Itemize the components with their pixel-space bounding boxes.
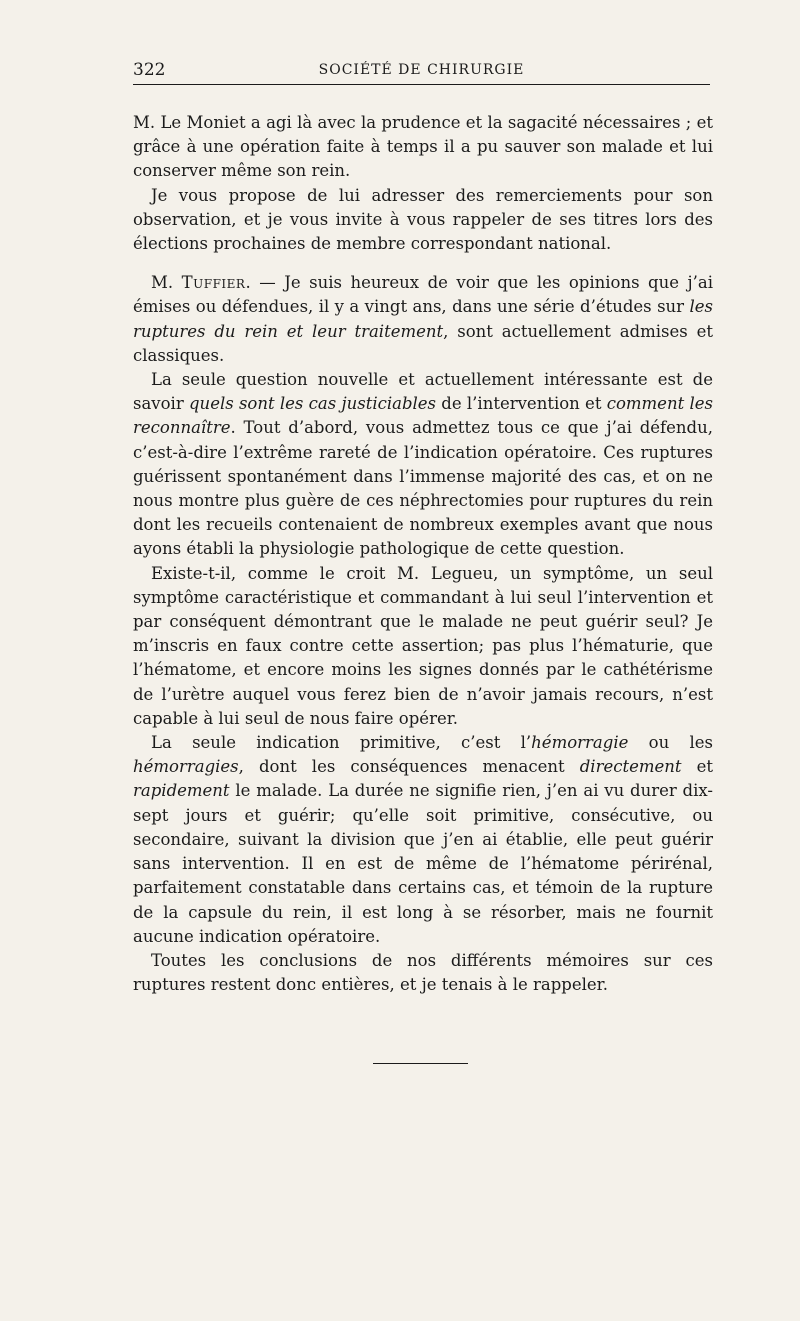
paragraph-3 (133, 271, 713, 368)
paragraph-6-italic-1: hémorragie (531, 733, 629, 753)
paragraph-5: Existe-t-il, comme le croit M. Legueu, un symptôme, un seul symptôme caractéristique et commandant à lui seul l’intervention et par conséquent démontrant que le malade ne peut guérir seul? Je m’inscris en faux contre cette assertion; pas plus l’hématurie, que l’hématome, et encore moins les signes donnés par le cathétérisme de l’urètre auquel vous ferez bien de n’avoir jamais recours, n’est capable à lui seul de nous faire opérer. (133, 563, 713, 728)
paragraph-6-text-1: La seule indication primitive, c’est l’ (151, 733, 532, 753)
paragraph-3-italic-1: les ruptures du rein et leur traitement (133, 297, 713, 341)
paragraph-4-text-1: La seule question nouvelle et actuellement intéressante est de savoir (133, 370, 713, 414)
speaker-name: Tuffier (181, 273, 246, 293)
paragraph-6-italic-3: directement (579, 757, 682, 777)
page-number: 322 (133, 60, 166, 80)
paragraph-6-text-2: ou les (628, 733, 713, 753)
paragraph-4-italic-1: quels sont les cas justiciables (189, 394, 437, 414)
paragraph-4 (133, 368, 713, 562)
running-head: SOCIÉTÉ DE CHIRURGIE (318, 62, 525, 78)
paragraph-6-text-5: le malade. La durée ne signifie rien, j’en ai vu durer dix-sept jours et guérir; qu’elle soit primitive, consécutive, ou secondaire, suivant la division que j’en ai établie, elle peut guérir sans intervention. Il en est de même de l’hématome périrénal, parfaitement constatable dans certains cas, et témoin de la rupture de la capsule du rein, il est long à se résorber, mais ne fournit aucune indication opératoire. (133, 781, 713, 946)
paragraph-4-italic-2: comment les reconnaître (133, 394, 713, 438)
page-header (133, 58, 710, 85)
paragraph-7: Toutes les conclusions de nos différents mémoires sur ces ruptures restent donc entières, et je tenais à le rappeler. (133, 950, 713, 995)
paragraph-3-text-2: , sont actuellement admises et classiques. (133, 321, 714, 365)
body-text (133, 111, 713, 997)
paragraph-2: Je vous propose de lui adresser des remerciements pour son observation, et je vous invite à vous rappeler de ses titres lors des élections prochaines de membre correspondant national. (133, 185, 713, 254)
paragraph-1: M. Le Moniet a agi là avec la prudence et la sagacité nécessaires ; et grâce à une opération faite à temps il a pu sauver son malade et lui conserver même son rein. (133, 113, 713, 181)
speaker-prefix: M. (151, 273, 182, 293)
paragraph-6-italic-2: hémorragies (133, 757, 239, 777)
paragraph-6 (133, 731, 713, 949)
paragraph-3-text-1: . — Je suis heureux de voir que les opinions que j’ai émises ou défendues, il y a vingt ans, dans une série d’études sur (133, 273, 713, 317)
paragraph-4-text-2: de l’intervention et (436, 394, 607, 414)
paragraph-6-italic-4: rapidement (133, 781, 230, 801)
paragraph-4-text-3: . Tout d’abord, vous admettez tous ce que j’ai défendu, c’est-à-dire l’extrême rareté de l’indication opératoire. Ces ruptures guérissent spontanément dans l’immense majorité des cas, et on ne nous montre plus guère de ces néphrectomies pour ruptures du rein dont les recueils contenaient de nombreux exemples avant que nous ayons établi la physiologie pathologique de cette question. (133, 418, 713, 559)
paragraph-6-text-3: , dont les conséquences menacent (238, 757, 580, 777)
paragraph-6-text-4: et (681, 757, 713, 777)
closing-rule (373, 1063, 468, 1064)
